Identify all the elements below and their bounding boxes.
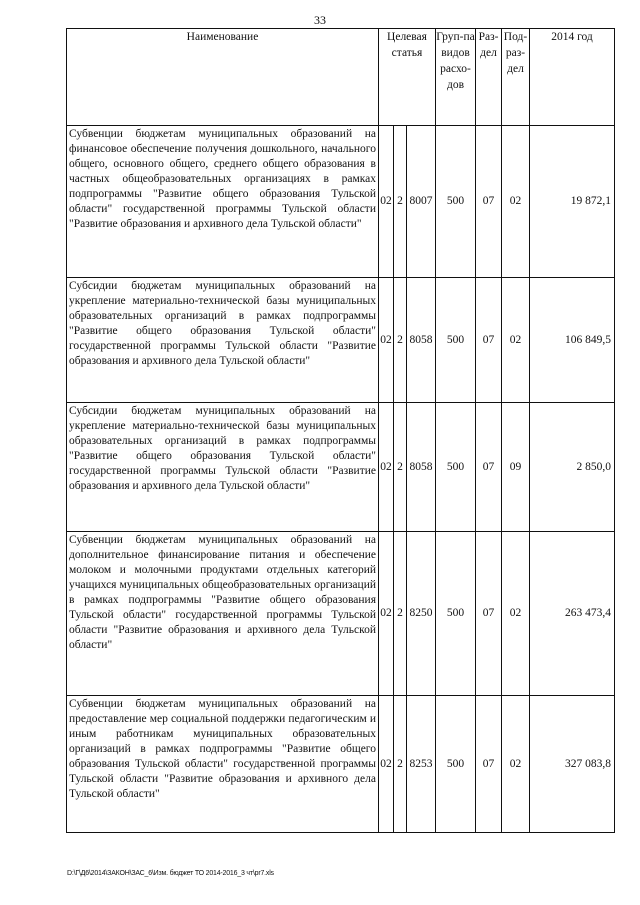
section-cell: 07	[476, 278, 502, 403]
table-row	[67, 532, 615, 696]
header-expense-group: Груп-па видов расхо-дов	[436, 29, 476, 126]
expense-group-cell: 500	[436, 126, 476, 278]
section-cell: 07	[476, 696, 502, 833]
target-article-part2: 2	[394, 126, 407, 278]
subsection-cell: 02	[502, 532, 530, 696]
subsection-cell: 02	[502, 696, 530, 833]
target-article-part1: 02	[379, 403, 394, 532]
amount-cell: 327 083,8	[530, 696, 615, 833]
amount-cell: 2 850,0	[530, 403, 615, 532]
row-name-cell: Субвенции бюджетам муниципальных образований на финансовое обеспечение получения дошкольного, начального общего, основного общего, среднего общего образования в частных общеобразовательных организациях в рамках подпрограммы "Развитие общего образования Тульской области" государственной программы Тульской области "Развитие образования и архивного дела Тульской области"	[67, 126, 379, 278]
table-row	[67, 696, 615, 833]
expense-group-cell: 500	[436, 696, 476, 833]
amount-cell: 263 473,4	[530, 532, 615, 696]
target-article-part2: 2	[394, 532, 407, 696]
expense-group-cell: 500	[436, 403, 476, 532]
target-article-part3: 8250	[407, 532, 436, 696]
section-cell: 07	[476, 126, 502, 278]
subsection-cell: 02	[502, 278, 530, 403]
target-article-part2: 2	[394, 696, 407, 833]
table-row	[67, 403, 615, 532]
amount-cell: 19 872,1	[530, 126, 615, 278]
row-name-cell: Субсидии бюджетам муниципальных образований на укрепление материально-технической базы муниципальных образовательных организаций в рамках подпрограммы "Развитие общего образования Тульской области" государственной программы Тульской области "Развитие образования и архивного дела Тульской области"	[67, 278, 379, 403]
page-number: 33	[314, 13, 326, 27]
table-row	[67, 126, 615, 278]
header-name: Наименование	[67, 29, 379, 126]
header-section: Раз-дел	[476, 29, 502, 126]
target-article-part3: 8253	[407, 696, 436, 833]
subsection-cell: 09	[502, 403, 530, 532]
expense-group-cell: 500	[436, 532, 476, 696]
header-year-2014: 2014 год	[530, 29, 615, 126]
row-name-cell: Субсидии бюджетам муниципальных образований на укрепление материально-технической базы муниципальных образовательных организаций в рамках подпрограммы "Развитие общего образования Тульской области" государственной программы Тульской области "Развитие образования и архивного дела Тульской области"	[67, 403, 379, 532]
table-row	[67, 278, 615, 403]
target-article-part1: 02	[379, 532, 394, 696]
header-target-article: Целевая статья	[379, 29, 436, 126]
target-article-part3: 8007	[407, 126, 436, 278]
target-article-part2: 2	[394, 278, 407, 403]
row-name-cell: Субвенции бюджетам муниципальных образований на дополнительное финансирование питания и обеспечение молоком и молочными продуктами отдельных категорий учащихся муниципальных общеобразовательных организаций в рамках подпрограммы "Развитие общего образования Тульской области" государственной программы Тульской области "Развитие образования и архивного дела Тульской области"	[67, 532, 379, 696]
target-article-part1: 02	[379, 278, 394, 403]
file-path-footer: D:\Г\Д6\2014\ЗАКОН\ЗАС_6\Изм. бюджет ТО 2014-2016_3 чт\pr7.xls	[67, 870, 274, 877]
target-article-part2: 2	[394, 403, 407, 532]
row-name-cell: Субвенции бюджетам муниципальных образований на предоставление мер социальной поддержки педагогическим и иным работникам муниципальных образовательных организаций в рамках подпрограммы "Развитие общего образования Тульской области" государственной программы Тульской области "Развитие образования и архивного дела Тульской области"	[67, 696, 379, 833]
section-cell: 07	[476, 403, 502, 532]
target-article-part3: 8058	[407, 278, 436, 403]
budget-table	[66, 28, 615, 833]
amount-cell: 106 849,5	[530, 278, 615, 403]
header-row	[67, 29, 615, 126]
expense-group-cell: 500	[436, 278, 476, 403]
target-article-part1: 02	[379, 126, 394, 278]
header-subsection: Под-раз-дел	[502, 29, 530, 126]
target-article-part1: 02	[379, 696, 394, 833]
target-article-part3: 8058	[407, 403, 436, 532]
section-cell: 07	[476, 532, 502, 696]
subsection-cell: 02	[502, 126, 530, 278]
